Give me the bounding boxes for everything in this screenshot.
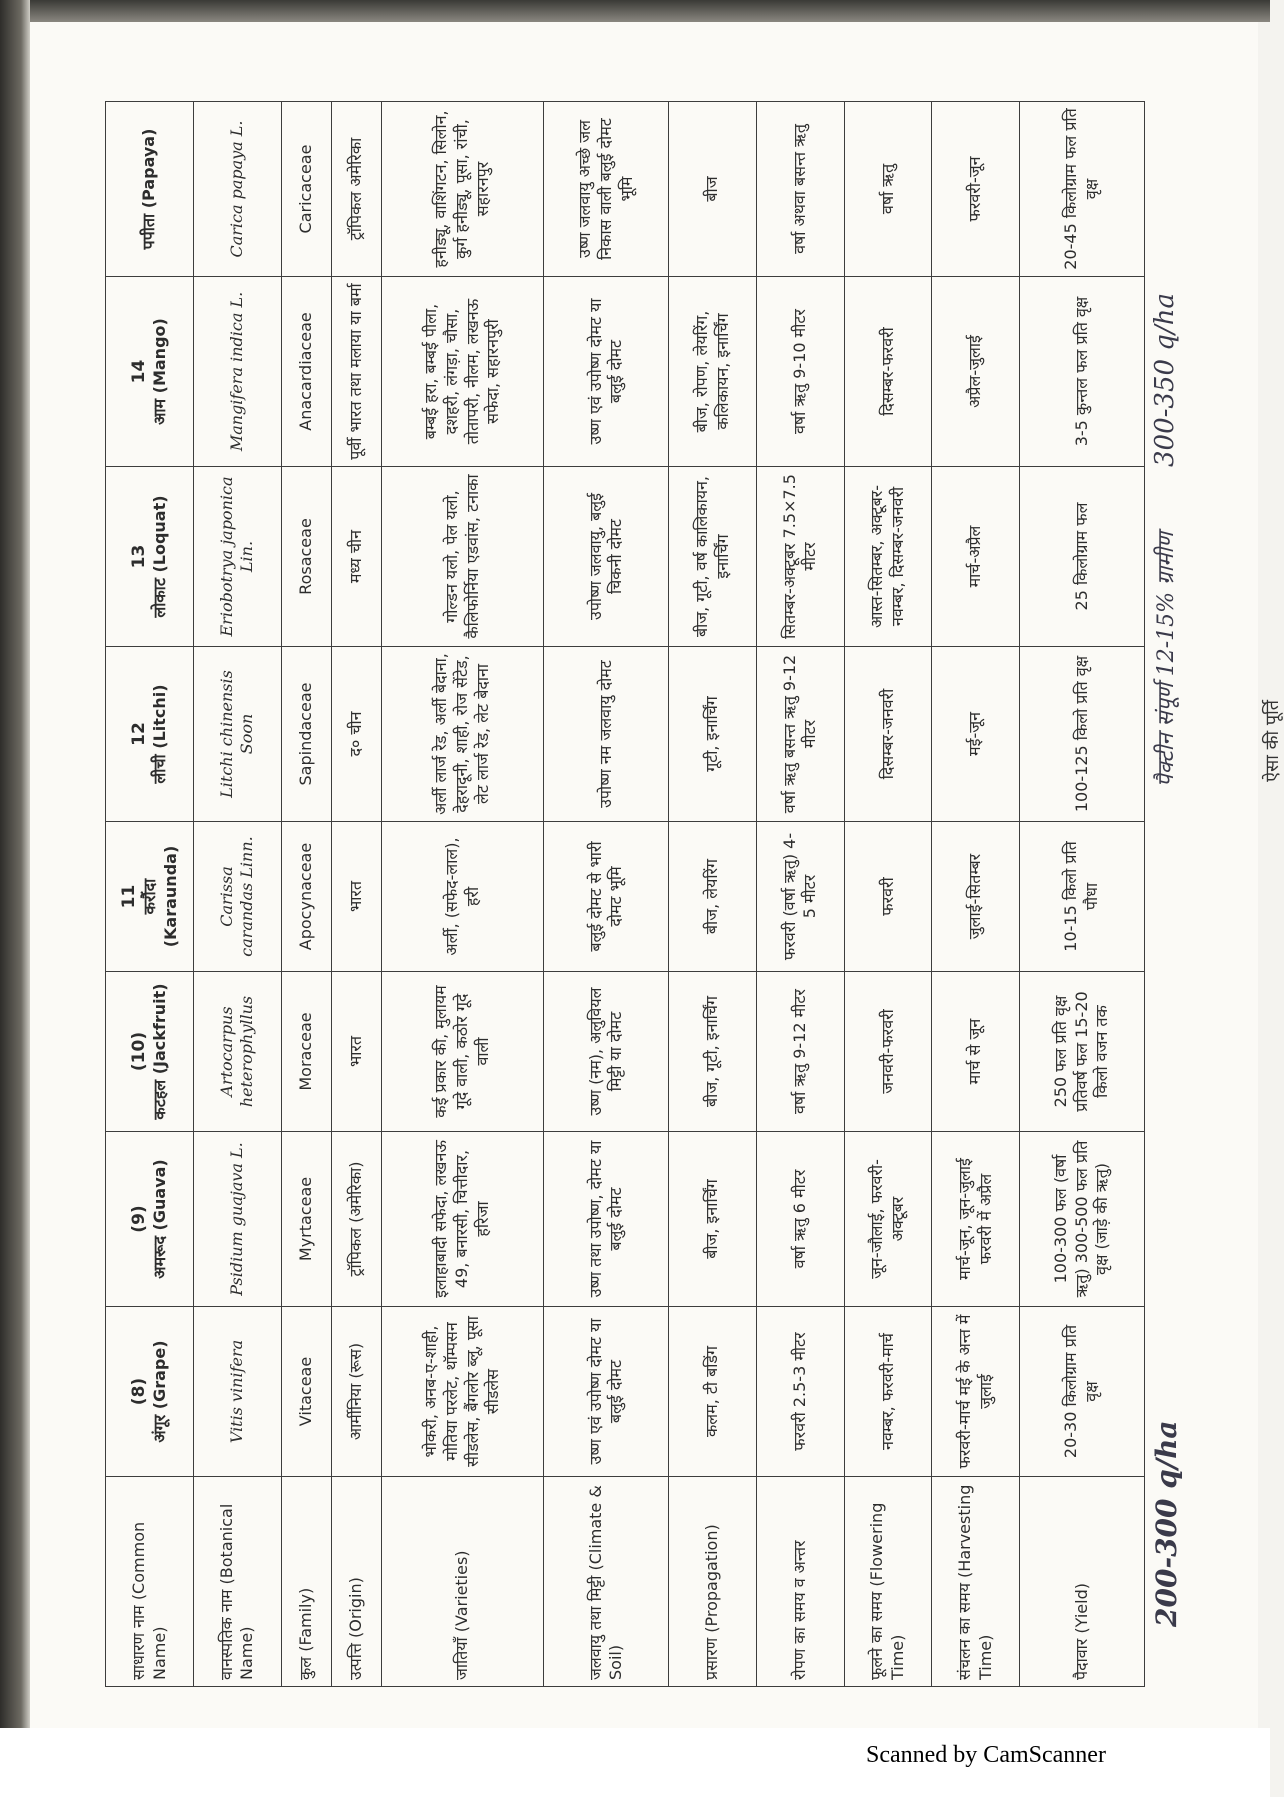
rotated-table-container <box>105 102 1190 1687</box>
table-cell: Litchi chinensis Soon <box>194 647 282 822</box>
table-cell: बलुई दोमट से भारी दोमट भूमि <box>544 822 669 972</box>
table-cell: मार्च से जून <box>932 972 1020 1132</box>
table-row-varieties <box>381 102 544 1687</box>
row-label: प्रसारण (Propagation) <box>669 1477 757 1687</box>
table-cell: फरवरी-जून <box>932 102 1020 277</box>
table-cell: जनवरी-फरवरी <box>844 972 932 1132</box>
table-cell: ट्रॉपिकल अमेरिका <box>331 102 381 277</box>
table-row-yield <box>1019 102 1144 1687</box>
table-cell: फरवरी-मार्च मई के अन्त में जुलाई <box>932 1307 1020 1477</box>
table-cell: मार्च-जून, जून-जुलाई फरवरी में अप्रैल <box>932 1132 1020 1307</box>
crop-name: आम (Mango) <box>150 318 170 425</box>
table-cell: उष्ण जलवायु अच्छे जल निकास वाली बलुई दोमट भूमि <box>544 102 669 277</box>
table-cell: Carissa carandas Linn. <box>194 822 282 972</box>
table-cell: मार्च-अप्रैल <box>932 467 1020 647</box>
row-label: साधारण नाम (Common Name) <box>106 1477 194 1687</box>
table-cell: Sapindaceae <box>281 647 331 822</box>
scanned-paper <box>30 22 1258 1728</box>
row-label: वानस्पतिक नाम (Botanical Name) <box>194 1477 282 1687</box>
table-header-row <box>106 102 194 1687</box>
crop-header <box>106 647 194 822</box>
crop-number: 14 <box>129 359 150 384</box>
table-cell: 20-45 किलोग्राम फल प्रति वृक्ष <box>1019 102 1144 277</box>
table-cell: गोल्डन यलो, पेल यलो, कैलिफोर्निया एडवांस, टनाका <box>381 467 544 647</box>
table-row-propagation <box>669 102 757 1687</box>
table-cell: 25 किलोग्राम फल <box>1019 467 1144 647</box>
table-cell: Anacardiaceae <box>281 277 331 467</box>
table-cell: अप्रैल-जुलाई <box>932 277 1020 467</box>
table-cell: उष्ण तथा उपोष्ण, दोमट या बलुई दोमट <box>544 1132 669 1307</box>
crop-number: 13 <box>129 544 150 569</box>
table-cell: कलम, टी बडिंग <box>669 1307 757 1477</box>
photo-background-left <box>0 0 30 1730</box>
table-cell: इलाहाबादी सफेदा, लखनऊ 49, बनारसी, चित्तीदार, हरिजा <box>381 1132 544 1307</box>
table-cell: उष्ण एवं उपोष्ण दोमट या बलुई दोमट <box>544 1307 669 1477</box>
table-cell: बीज, गूटी, इनार्चिंग <box>669 972 757 1132</box>
handwritten-note: पैक्टीन संपूर्ण 12-15% ग्रामीण <box>1154 532 1179 787</box>
table-cell: बीज <box>669 102 757 277</box>
table-cell: वर्षा ऋतु <box>844 102 932 277</box>
table-cell: सितम्बर-अक्टूबर 7.5×7.5 मीटर <box>757 467 845 647</box>
table-cell: गूटी, इनार्चिंग <box>669 647 757 822</box>
crop-header <box>106 972 194 1132</box>
crop-name: कटहल (Jackfruit) <box>150 983 170 1120</box>
crop-number: (10) <box>129 1031 150 1072</box>
table-cell: वर्षा ऋतु 9-10 मीटर <box>757 277 845 467</box>
table-cell: फरवरी 2.5-3 मीटर <box>757 1307 845 1477</box>
scanner-watermark: Scanned by CamScanner <box>866 1742 1106 1768</box>
table-cell: Vitis vinifera <box>194 1307 282 1477</box>
row-label: उत्पत्ति (Origin) <box>331 1477 381 1687</box>
table-cell: जून-जौलाई, फरवरी-अक्टूबर <box>844 1132 932 1307</box>
row-label: कुल (Family) <box>281 1477 331 1687</box>
table-cell: वर्षा ऋतु 6 मीटर <box>757 1132 845 1307</box>
crop-number: 11 <box>118 884 139 909</box>
table-cell: वर्षा अथवा बसन्त ऋतु <box>757 102 845 277</box>
table-cell: 250 फल प्रति वृक्ष प्रतिवर्ष फल 15-20 किलो वजन तक <box>1019 972 1144 1132</box>
table-cell: Eriobotrya japonica Lin. <box>194 467 282 647</box>
table-cell: कई प्रकार की, मुलायम गूदे वाली, कठोर गूदे वाली <box>381 972 544 1132</box>
crop-header <box>106 1132 194 1307</box>
table-cell: Apocynaceae <box>281 822 331 972</box>
table-cell: वर्षा ऋतु 9-12 मीटर <box>757 972 845 1132</box>
row-label: पैदावार (Yield) <box>1019 1477 1144 1687</box>
table-cell: द० चीन <box>331 647 381 822</box>
table-cell: अर्ली लार्ज रेड, अर्ली बेदाना, देहरादूनी, शाही, रोज सेंटेड, लेट लार्ज रेड, लेट बेदाना <box>381 647 544 822</box>
table-cell: बीज, इनार्चिंग <box>669 1132 757 1307</box>
table-cell: Mangifera indica L. <box>194 277 282 467</box>
row-label: फूलने का समय (Flowering Time) <box>844 1477 932 1687</box>
table-cell: बम्बई हरा, बम्बई पीला, दशहरी, लंगड़ा, चौसा, तोतापरी, नीलम, लखनऊ सफेदा, सहारनपुरी <box>381 277 544 467</box>
table-cell: भोकरी, अनब-ए-शाही, मोतिया परलेट, थॉम्पसन सीडलेस, बैंगलोर ब्लू, पूसा सीडलेस <box>381 1307 544 1477</box>
table-row-flowering <box>844 102 932 1687</box>
table-cell: ट्रॉपिकल (अमेरिका) <box>331 1132 381 1307</box>
table-row-family <box>281 102 331 1687</box>
handwritten-yield-papaya: 300-350 q/ha <box>1150 293 1180 467</box>
crop-number: 12 <box>129 722 150 746</box>
handwritten-yield-grape: 200-300 q/ha <box>1150 1420 1183 1627</box>
crop-name: लीची (Litchi) <box>150 684 170 784</box>
row-label: रोपण का समय व अन्तर <box>757 1477 845 1687</box>
table-cell: आर्मीनिया (रूस) <box>331 1307 381 1477</box>
row-label: जलवायु तथा मिट्टी (Climate & Soil) <box>544 1477 669 1687</box>
table-row-botanical-name <box>194 102 282 1687</box>
table-cell: Carica papaya L. <box>194 102 282 277</box>
crop-name: पपीता (Papaya) <box>139 128 159 250</box>
table-cell: 20-30 किलोग्राम प्रति वृक्ष <box>1019 1307 1144 1477</box>
table-cell: जुलाई-सितम्बर <box>932 822 1020 972</box>
table-row-planting <box>757 102 845 1687</box>
table-cell: मध्य चीन <box>331 467 381 647</box>
crop-name: लोकाट (Loquat) <box>150 495 170 618</box>
table-cell: 100-300 फल (वर्षा ऋतु) 300-500 फल प्रति वृक्ष (जाड़े की ऋतु) <box>1019 1132 1144 1307</box>
table-cell: वर्षा ऋतु बसन्त ऋतु 9-12 मीटर <box>757 647 845 822</box>
table-cell: मई-जून <box>932 647 1020 822</box>
table-row-harvesting <box>932 102 1020 1687</box>
fruit-cultivation-table <box>105 101 1145 1687</box>
table-cell: हनीड्यू, वाशिंगटन, सिलोन, कुर्ग हनीड्यू, पूसा, रांची, सहारनपुर <box>381 102 544 277</box>
table-cell: नवम्बर, फरवरी-मार्च <box>844 1307 932 1477</box>
table-cell: आस्त-सितम्बर, अक्टूबर-नवम्बर, दिसम्बर-जनवरी <box>844 467 932 647</box>
row-label: जातियाँ (Varieties) <box>381 1477 544 1687</box>
crop-number: (9) <box>129 1205 150 1233</box>
table-cell: फरवरी (वर्षा ऋतु) 4-5 मीटर <box>757 822 845 972</box>
crop-header <box>106 1307 194 1477</box>
table-cell: उपोष्ण जलवायु, बलुई चिकनी दोमट <box>544 467 669 647</box>
crop-header <box>106 277 194 467</box>
crop-header <box>106 467 194 647</box>
table-cell: Artocarpus heterophyllus <box>194 972 282 1132</box>
table-cell: Myrtaceae <box>281 1132 331 1307</box>
crop-header <box>106 822 194 972</box>
table-cell: बीज, लेयरिंग <box>669 822 757 972</box>
table-cell: फरवरी <box>844 822 932 972</box>
table-cell: उष्ण एवं उपोष्ण दोमट या बलुई दोमट <box>544 277 669 467</box>
table-cell: दिसम्बर-फरवरी <box>844 277 932 467</box>
table-cell: दिसम्बर-जनवरी <box>844 647 932 822</box>
crop-number: (8) <box>129 1377 150 1406</box>
table-row-origin <box>331 102 381 1687</box>
crop-header <box>106 102 194 277</box>
crop-name: अंगूर (Grape) <box>150 1340 170 1443</box>
table-cell: Rosaceae <box>281 467 331 647</box>
table-cell: उपोष्ण नम जलवायु दोमट <box>544 647 669 822</box>
photo-background-top <box>0 0 1270 22</box>
table-cell: पूर्वी भारत तथा मलाया या बर्मा <box>331 277 381 467</box>
table-cell: उष्ण (नम), अलुवियल मिट्टी या दोमट <box>544 972 669 1132</box>
table-cell: Psidium guajava L. <box>194 1132 282 1307</box>
table-row-climate-soil <box>544 102 669 1687</box>
table-cell: भारत <box>331 822 381 972</box>
table-cell: Caricaceae <box>281 102 331 277</box>
table-cell: 3-5 कुन्तल फल प्रति वृक्ष <box>1019 277 1144 467</box>
table-cell: अर्ली, (सफेद-लाल), हरी <box>381 822 544 972</box>
table-cell: Moraceae <box>281 972 331 1132</box>
table-cell: बीज, गूटी, वर्ष कालिकायन, इनार्चिंग <box>669 467 757 647</box>
table-cell: 10-15 किलो प्रति पौधा <box>1019 822 1144 972</box>
table-cell: भारत <box>331 972 381 1132</box>
table-cell: 100-125 किलो प्रति वृक्ष <box>1019 647 1144 822</box>
row-label: संचलन का समय (Harvesting Time) <box>932 1477 1020 1687</box>
crop-name: अमरूद (Guava) <box>150 1159 170 1279</box>
table-cell: बीज, रोपण, लेयरिंग, कलिकायन, इनार्चिंग <box>669 277 757 467</box>
table-cell: Vitaceae <box>281 1307 331 1477</box>
crop-name: करौंदा (Karaunda) <box>139 845 180 948</box>
margin-note: ऐसा की पूर्ति <box>1262 700 1283 782</box>
